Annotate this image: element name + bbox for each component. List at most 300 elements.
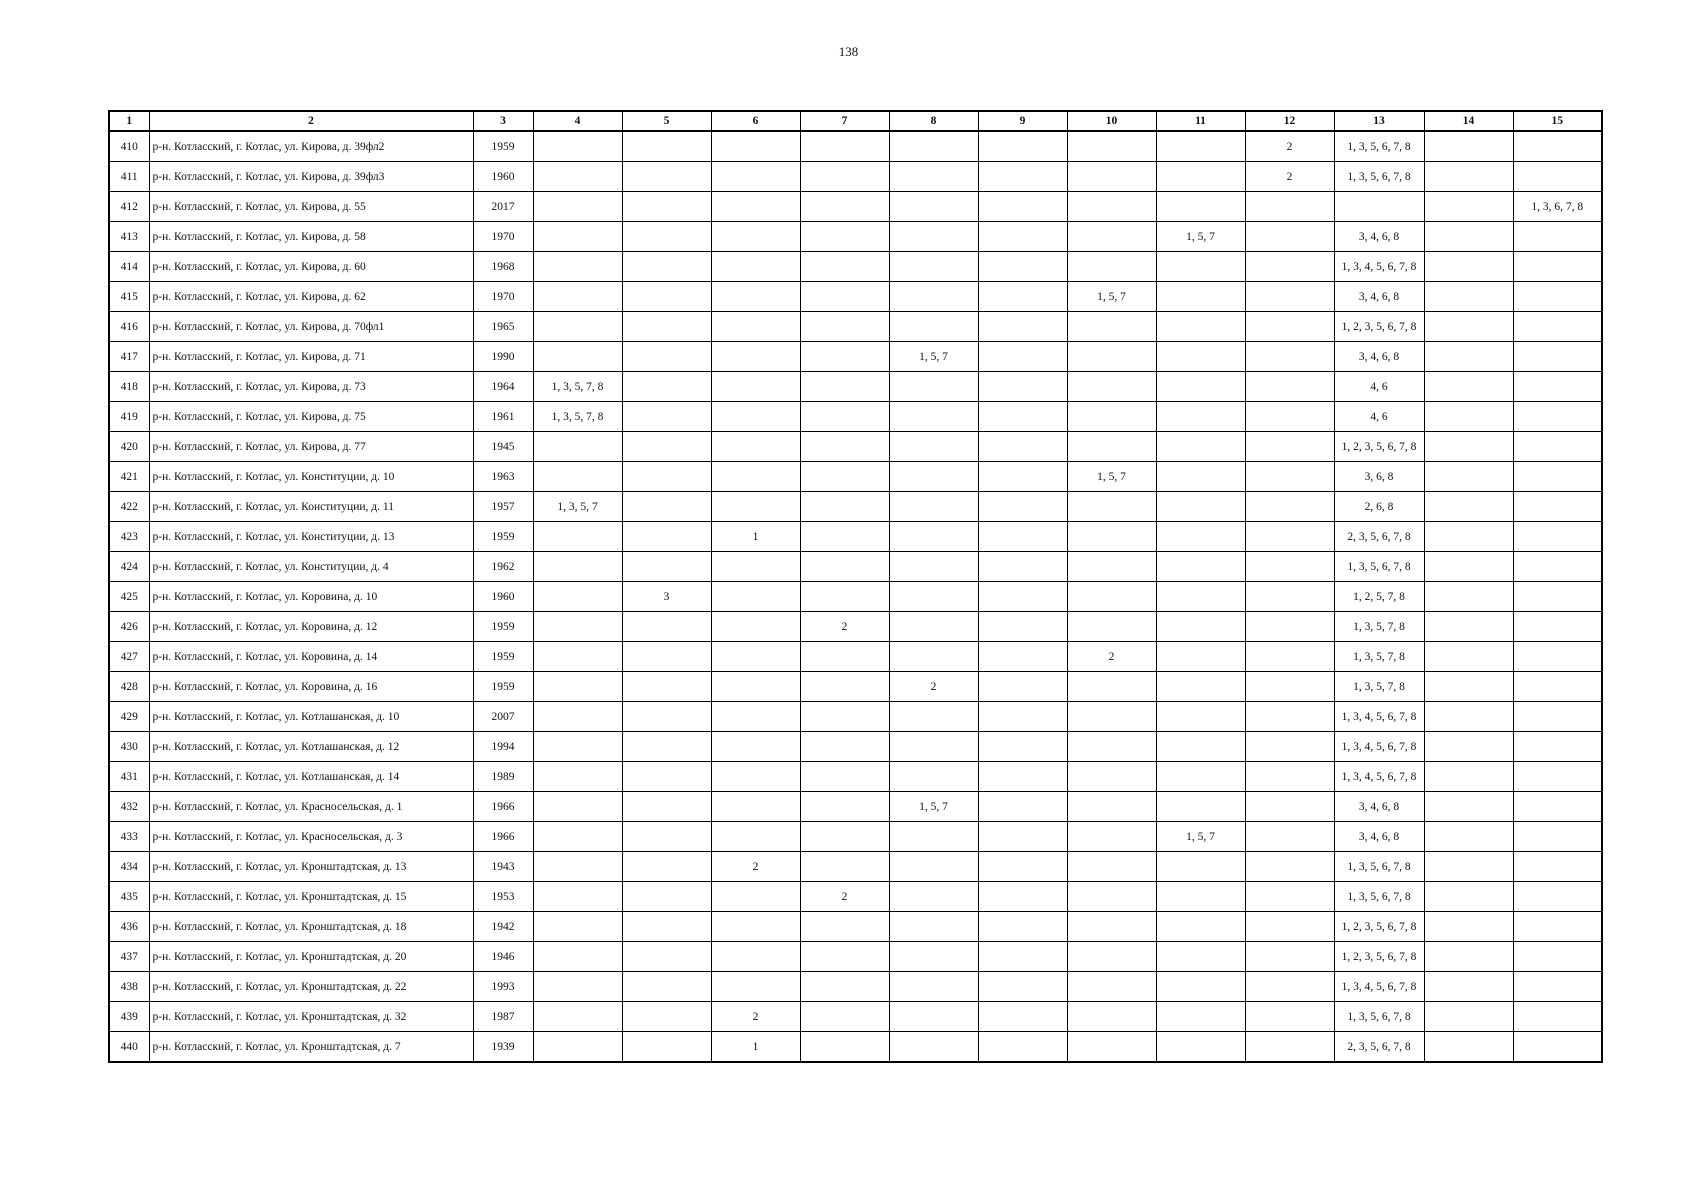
table-row bbox=[109, 282, 1602, 312]
address-cell: р-н. Котласский, г. Котлас, ул. Кронштадтская, д. 18 bbox=[149, 912, 473, 942]
row-number-cell: 415 bbox=[109, 282, 149, 312]
table-cell bbox=[889, 702, 978, 732]
table-cell bbox=[1513, 492, 1602, 522]
table-cell bbox=[533, 822, 622, 852]
table-cell bbox=[800, 762, 889, 792]
table-cell: 3, 4, 6, 8 bbox=[1334, 792, 1424, 822]
address-cell: р-н. Котласский, г. Котлас, ул. Кирова, д. 58 bbox=[149, 222, 473, 252]
table-cell bbox=[800, 492, 889, 522]
address-cell: р-н. Котласский, г. Котлас, ул. Кронштадтская, д. 20 bbox=[149, 942, 473, 972]
table-cell bbox=[711, 732, 800, 762]
year-cell: 1966 bbox=[473, 792, 533, 822]
table-cell bbox=[1156, 1002, 1245, 1032]
table-cell bbox=[533, 582, 622, 612]
row-number-cell: 417 bbox=[109, 342, 149, 372]
table-cell bbox=[622, 342, 711, 372]
table-cell bbox=[978, 762, 1067, 792]
table-cell bbox=[1245, 372, 1334, 402]
table-cell bbox=[533, 432, 622, 462]
year-cell: 1990 bbox=[473, 342, 533, 372]
table-cell: 1, 5, 7 bbox=[1156, 222, 1245, 252]
address-cell: р-н. Котласский, г. Котлас, ул. Кирова, д. 73 bbox=[149, 372, 473, 402]
table-cell bbox=[1424, 552, 1513, 582]
column-header-2: 2 bbox=[149, 111, 473, 131]
row-number-cell: 424 bbox=[109, 552, 149, 582]
table-cell bbox=[1067, 912, 1156, 942]
table-row bbox=[109, 462, 1602, 492]
table-cell bbox=[1513, 792, 1602, 822]
table-cell bbox=[1156, 762, 1245, 792]
address-cell: р-н. Котласский, г. Котлас, ул. Кирова, д. 55 bbox=[149, 192, 473, 222]
table-cell bbox=[978, 972, 1067, 1002]
table-cell bbox=[1513, 252, 1602, 282]
table-cell bbox=[978, 522, 1067, 552]
year-cell: 1959 bbox=[473, 642, 533, 672]
table-cell bbox=[1424, 612, 1513, 642]
table-row bbox=[109, 942, 1602, 972]
table-cell bbox=[1513, 762, 1602, 792]
table-cell bbox=[800, 582, 889, 612]
table-cell bbox=[622, 492, 711, 522]
year-cell: 1959 bbox=[473, 522, 533, 552]
table-cell bbox=[1245, 282, 1334, 312]
column-header-10: 10 bbox=[1067, 111, 1156, 131]
table-cell bbox=[1245, 1002, 1334, 1032]
table-cell bbox=[533, 642, 622, 672]
table-cell bbox=[1424, 252, 1513, 282]
table-cell bbox=[1424, 192, 1513, 222]
row-number-cell: 428 bbox=[109, 672, 149, 702]
table-cell bbox=[1424, 762, 1513, 792]
table-row bbox=[109, 582, 1602, 612]
table-row bbox=[109, 131, 1602, 162]
table-cell bbox=[1245, 402, 1334, 432]
table-cell bbox=[1067, 792, 1156, 822]
table-row bbox=[109, 192, 1602, 222]
table-cell bbox=[1513, 312, 1602, 342]
address-cell: р-н. Котласский, г. Котлас, ул. Коровина, д. 16 bbox=[149, 672, 473, 702]
table-cell bbox=[711, 912, 800, 942]
table-cell bbox=[889, 1002, 978, 1032]
row-number-cell: 425 bbox=[109, 582, 149, 612]
table-cell bbox=[800, 912, 889, 942]
table-cell bbox=[1245, 312, 1334, 342]
year-cell: 1970 bbox=[473, 282, 533, 312]
table-cell: 2 bbox=[1245, 162, 1334, 192]
row-number-cell: 436 bbox=[109, 912, 149, 942]
table-cell bbox=[1156, 432, 1245, 462]
table-cell bbox=[978, 312, 1067, 342]
table-cell bbox=[711, 612, 800, 642]
table-cell bbox=[622, 552, 711, 582]
table-cell: 2, 6, 8 bbox=[1334, 492, 1424, 522]
table-cell bbox=[1067, 1002, 1156, 1032]
table-cell bbox=[1067, 972, 1156, 1002]
table-cell bbox=[1067, 732, 1156, 762]
table-row bbox=[109, 312, 1602, 342]
table-cell bbox=[533, 912, 622, 942]
table-cell bbox=[1424, 372, 1513, 402]
column-header-15: 15 bbox=[1513, 111, 1602, 131]
table-cell bbox=[889, 942, 978, 972]
table-row bbox=[109, 672, 1602, 702]
table-cell bbox=[1513, 612, 1602, 642]
address-cell: р-н. Котласский, г. Котлас, ул. Конституции, д. 13 bbox=[149, 522, 473, 552]
table-cell bbox=[1513, 432, 1602, 462]
table-cell bbox=[978, 1002, 1067, 1032]
table-cell bbox=[1424, 582, 1513, 612]
table-cell bbox=[1424, 402, 1513, 432]
table-cell bbox=[622, 792, 711, 822]
table-cell: 1, 5, 7 bbox=[1067, 462, 1156, 492]
table-cell bbox=[1067, 672, 1156, 702]
table-cell bbox=[711, 372, 800, 402]
table-cell bbox=[1513, 912, 1602, 942]
table-cell: 2 bbox=[800, 612, 889, 642]
address-cell: р-н. Котласский, г. Котлас, ул. Кирова, д. 39фл3 bbox=[149, 162, 473, 192]
table-cell: 2 bbox=[711, 1002, 800, 1032]
table-cell bbox=[1245, 672, 1334, 702]
table-cell: 1, 3, 5, 6, 7, 8 bbox=[1334, 131, 1424, 162]
table-cell bbox=[711, 222, 800, 252]
table-cell bbox=[533, 672, 622, 702]
table-cell bbox=[1067, 131, 1156, 162]
table-cell bbox=[978, 131, 1067, 162]
table-cell bbox=[1067, 252, 1156, 282]
table-cell bbox=[978, 702, 1067, 732]
table-cell bbox=[889, 972, 978, 1002]
table-cell bbox=[622, 882, 711, 912]
year-cell: 1959 bbox=[473, 672, 533, 702]
table-cell bbox=[711, 492, 800, 522]
table-cell: 1, 5, 7 bbox=[889, 792, 978, 822]
year-cell: 1970 bbox=[473, 222, 533, 252]
table-cell bbox=[1156, 882, 1245, 912]
address-cell: р-н. Котласский, г. Котлас, ул. Кирова, д. 71 bbox=[149, 342, 473, 372]
row-number-cell: 416 bbox=[109, 312, 149, 342]
table-cell bbox=[711, 282, 800, 312]
table-cell bbox=[533, 131, 622, 162]
address-cell: р-н. Котласский, г. Котлас, ул. Конституции, д. 10 bbox=[149, 462, 473, 492]
table-cell bbox=[800, 462, 889, 492]
table-cell bbox=[1424, 822, 1513, 852]
table-cell bbox=[978, 822, 1067, 852]
table-cell bbox=[978, 222, 1067, 252]
table-cell bbox=[978, 192, 1067, 222]
row-number-cell: 410 bbox=[109, 131, 149, 162]
year-cell: 1968 bbox=[473, 252, 533, 282]
table-cell bbox=[1513, 882, 1602, 912]
table-cell bbox=[1067, 942, 1156, 972]
row-number-cell: 439 bbox=[109, 1002, 149, 1032]
table-cell bbox=[1245, 582, 1334, 612]
table-cell bbox=[978, 942, 1067, 972]
table-cell: 2, 3, 5, 6, 7, 8 bbox=[1334, 1032, 1424, 1063]
table-cell bbox=[1513, 522, 1602, 552]
table-cell bbox=[1424, 972, 1513, 1002]
table-cell bbox=[1513, 342, 1602, 372]
table-cell bbox=[622, 282, 711, 312]
table-cell bbox=[1424, 522, 1513, 552]
table-cell bbox=[889, 252, 978, 282]
table-row bbox=[109, 882, 1602, 912]
address-cell: р-н. Котласский, г. Котлас, ул. Кирова, д. 39фл2 bbox=[149, 131, 473, 162]
table-cell bbox=[1513, 552, 1602, 582]
table-cell bbox=[978, 552, 1067, 582]
table-cell bbox=[1245, 762, 1334, 792]
table-cell bbox=[711, 552, 800, 582]
year-cell: 1939 bbox=[473, 1032, 533, 1063]
table-cell bbox=[978, 1032, 1067, 1063]
table-cell bbox=[1424, 882, 1513, 912]
table-cell bbox=[1067, 192, 1156, 222]
table-cell bbox=[1513, 672, 1602, 702]
table-cell bbox=[711, 252, 800, 282]
table-cell: 1, 3, 5, 7, 8 bbox=[1334, 612, 1424, 642]
table-row bbox=[109, 912, 1602, 942]
row-number-cell: 411 bbox=[109, 162, 149, 192]
table-cell bbox=[622, 372, 711, 402]
table-cell bbox=[800, 702, 889, 732]
table-cell bbox=[622, 612, 711, 642]
table-cell bbox=[889, 912, 978, 942]
address-cell: р-н. Котласский, г. Котлас, ул. Красносельская, д. 3 bbox=[149, 822, 473, 852]
table-cell bbox=[622, 732, 711, 762]
table-row bbox=[109, 702, 1602, 732]
table-cell bbox=[1513, 1002, 1602, 1032]
table-cell bbox=[800, 1002, 889, 1032]
address-cell: р-н. Котласский, г. Котлас, ул. Кирова, д. 75 bbox=[149, 402, 473, 432]
table-cell bbox=[1513, 282, 1602, 312]
table-cell bbox=[889, 432, 978, 462]
table-cell bbox=[1245, 702, 1334, 732]
year-cell: 1945 bbox=[473, 432, 533, 462]
table-cell bbox=[1245, 552, 1334, 582]
table-cell bbox=[1067, 222, 1156, 252]
table-row bbox=[109, 552, 1602, 582]
table-cell bbox=[1245, 492, 1334, 522]
table-cell bbox=[622, 131, 711, 162]
row-number-cell: 435 bbox=[109, 882, 149, 912]
table-cell bbox=[622, 432, 711, 462]
column-header-5: 5 bbox=[622, 111, 711, 131]
table-cell bbox=[1156, 852, 1245, 882]
table-cell bbox=[1156, 192, 1245, 222]
table-cell bbox=[711, 582, 800, 612]
table-cell bbox=[1067, 882, 1156, 912]
table-cell bbox=[1424, 492, 1513, 522]
table-cell bbox=[889, 372, 978, 402]
table-row bbox=[109, 1032, 1602, 1063]
address-cell: р-н. Котласский, г. Котлас, ул. Кирова, д. 60 bbox=[149, 252, 473, 282]
table-cell bbox=[533, 1002, 622, 1032]
table-cell bbox=[533, 612, 622, 642]
year-cell: 1959 bbox=[473, 612, 533, 642]
table-cell bbox=[800, 222, 889, 252]
table-cell bbox=[1424, 312, 1513, 342]
column-header-4: 4 bbox=[533, 111, 622, 131]
table-cell bbox=[978, 912, 1067, 942]
table-cell bbox=[622, 222, 711, 252]
table-cell bbox=[711, 882, 800, 912]
address-cell: р-н. Котласский, г. Котлас, ул. Котлашанская, д. 10 bbox=[149, 702, 473, 732]
table-cell bbox=[889, 312, 978, 342]
header-row bbox=[109, 111, 1602, 131]
table-cell bbox=[889, 822, 978, 852]
table-cell bbox=[533, 762, 622, 792]
row-number-cell: 438 bbox=[109, 972, 149, 1002]
table-cell bbox=[889, 552, 978, 582]
table-cell bbox=[800, 552, 889, 582]
table-cell bbox=[1245, 222, 1334, 252]
table-body bbox=[109, 131, 1602, 1062]
table-cell bbox=[711, 792, 800, 822]
table-cell bbox=[1513, 1032, 1602, 1063]
table-cell: 1, 3, 4, 5, 6, 7, 8 bbox=[1334, 972, 1424, 1002]
address-cell: р-н. Котласский, г. Котлас, ул. Красносельская, д. 1 bbox=[149, 792, 473, 822]
table-cell bbox=[978, 372, 1067, 402]
row-number-cell: 431 bbox=[109, 762, 149, 792]
table-cell bbox=[978, 462, 1067, 492]
table-cell bbox=[711, 672, 800, 702]
table-cell bbox=[889, 882, 978, 912]
table-row bbox=[109, 402, 1602, 432]
table-cell bbox=[1156, 552, 1245, 582]
year-cell: 1953 bbox=[473, 882, 533, 912]
table-cell: 1, 3, 4, 5, 6, 7, 8 bbox=[1334, 252, 1424, 282]
table-cell bbox=[711, 192, 800, 222]
table-cell bbox=[622, 762, 711, 792]
table-cell bbox=[622, 852, 711, 882]
table-cell: 1, 2, 3, 5, 6, 7, 8 bbox=[1334, 432, 1424, 462]
row-number-cell: 433 bbox=[109, 822, 149, 852]
table-cell bbox=[1156, 492, 1245, 522]
table-cell bbox=[533, 222, 622, 252]
table-cell: 1, 3, 5, 6, 7, 8 bbox=[1334, 1002, 1424, 1032]
address-cell: р-н. Котласский, г. Котлас, ул. Конституции, д. 11 bbox=[149, 492, 473, 522]
table-cell bbox=[889, 762, 978, 792]
table-row bbox=[109, 432, 1602, 462]
table-cell bbox=[889, 582, 978, 612]
row-number-cell: 418 bbox=[109, 372, 149, 402]
table-cell bbox=[1513, 942, 1602, 972]
table-cell bbox=[800, 432, 889, 462]
row-number-cell: 413 bbox=[109, 222, 149, 252]
table-cell bbox=[1245, 462, 1334, 492]
table-cell: 1, 3, 6, 7, 8 bbox=[1513, 192, 1602, 222]
table-cell bbox=[622, 672, 711, 702]
table-cell bbox=[1067, 522, 1156, 552]
table-row bbox=[109, 372, 1602, 402]
column-header-12: 12 bbox=[1245, 111, 1334, 131]
table-cell: 1, 3, 5, 7 bbox=[533, 492, 622, 522]
table-row bbox=[109, 492, 1602, 522]
address-cell: р-н. Котласский, г. Котлас, ул. Кронштадтская, д. 22 bbox=[149, 972, 473, 1002]
table-cell bbox=[1156, 312, 1245, 342]
table-cell bbox=[1067, 762, 1156, 792]
table-cell bbox=[1334, 192, 1424, 222]
address-cell: р-н. Котласский, г. Котлас, ул. Кронштадтская, д. 32 bbox=[149, 1002, 473, 1032]
table-cell: 4, 6 bbox=[1334, 402, 1424, 432]
table-cell bbox=[1156, 642, 1245, 672]
address-cell: р-н. Котласский, г. Котлас, ул. Кирова, д. 62 bbox=[149, 282, 473, 312]
year-cell: 2017 bbox=[473, 192, 533, 222]
table-cell bbox=[622, 522, 711, 552]
row-number-cell: 419 bbox=[109, 402, 149, 432]
table-cell bbox=[1245, 342, 1334, 372]
table-cell bbox=[1067, 822, 1156, 852]
table-cell bbox=[1424, 162, 1513, 192]
table-cell bbox=[1424, 702, 1513, 732]
table-row bbox=[109, 162, 1602, 192]
table-cell bbox=[889, 462, 978, 492]
table-cell bbox=[622, 312, 711, 342]
year-cell: 1965 bbox=[473, 312, 533, 342]
table-cell bbox=[1245, 972, 1334, 1002]
table-cell bbox=[1156, 162, 1245, 192]
table-cell bbox=[533, 1032, 622, 1063]
table-cell bbox=[622, 942, 711, 972]
table-cell bbox=[889, 162, 978, 192]
table-cell: 1, 2, 3, 5, 6, 7, 8 bbox=[1334, 312, 1424, 342]
table-cell: 3, 6, 8 bbox=[1334, 462, 1424, 492]
column-header-6: 6 bbox=[711, 111, 800, 131]
table-cell bbox=[711, 162, 800, 192]
table-cell bbox=[800, 372, 889, 402]
table-cell bbox=[622, 912, 711, 942]
table-cell: 1, 3, 5, 7, 8 bbox=[1334, 642, 1424, 672]
table-cell bbox=[978, 612, 1067, 642]
address-cell: р-н. Котласский, г. Котлас, ул. Кронштадтская, д. 7 bbox=[149, 1032, 473, 1063]
table-cell bbox=[1424, 672, 1513, 702]
year-cell: 1994 bbox=[473, 732, 533, 762]
table-cell bbox=[1067, 342, 1156, 372]
row-number-cell: 420 bbox=[109, 432, 149, 462]
table-cell bbox=[1513, 972, 1602, 1002]
table-cell bbox=[1067, 312, 1156, 342]
table-cell bbox=[1513, 131, 1602, 162]
table-cell bbox=[1067, 162, 1156, 192]
table-cell bbox=[533, 942, 622, 972]
table-cell bbox=[1513, 402, 1602, 432]
column-header-7: 7 bbox=[800, 111, 889, 131]
table-cell bbox=[622, 162, 711, 192]
table-cell bbox=[1067, 612, 1156, 642]
table-cell: 3, 4, 6, 8 bbox=[1334, 222, 1424, 252]
address-cell: р-н. Котласский, г. Котлас, ул. Коровина, д. 12 bbox=[149, 612, 473, 642]
table-cell bbox=[711, 642, 800, 672]
table-cell bbox=[533, 312, 622, 342]
table-cell: 3, 4, 6, 8 bbox=[1334, 342, 1424, 372]
table-cell: 1, 2, 3, 5, 6, 7, 8 bbox=[1334, 942, 1424, 972]
table-cell bbox=[622, 822, 711, 852]
table-cell bbox=[800, 402, 889, 432]
table-cell bbox=[978, 792, 1067, 822]
table-cell bbox=[1513, 852, 1602, 882]
table-cell bbox=[800, 522, 889, 552]
table-cell bbox=[800, 252, 889, 282]
year-cell: 1959 bbox=[473, 131, 533, 162]
table-cell bbox=[533, 522, 622, 552]
table-cell bbox=[1156, 702, 1245, 732]
table-cell bbox=[800, 732, 889, 762]
table-cell bbox=[533, 852, 622, 882]
table-cell: 3 bbox=[622, 582, 711, 612]
table-row bbox=[109, 762, 1602, 792]
table-cell: 1, 3, 4, 5, 6, 7, 8 bbox=[1334, 702, 1424, 732]
table-cell bbox=[889, 131, 978, 162]
table-cell: 1, 3, 5, 7, 8 bbox=[1334, 672, 1424, 702]
